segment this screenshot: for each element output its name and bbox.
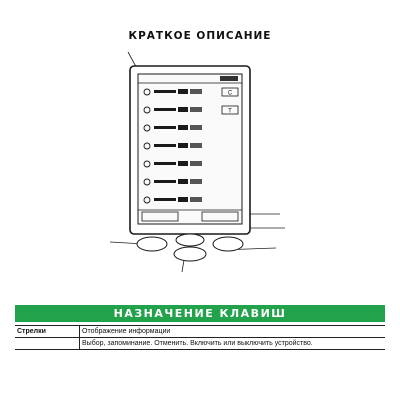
section-heading: КРАТКОЕ ОПИСАНИЕ [128,30,272,42]
device-diagram [90,44,310,294]
row-3-bar-c [190,125,202,130]
row-6-bar-a [154,180,176,183]
row-3-bar-a [154,126,176,129]
table-row [15,326,385,338]
key-left [137,237,167,251]
keypad [137,234,243,261]
action-cell: Выбор, запоминание. Отменить. Включить или выключить устройство. [80,338,386,350]
row-6-bar-b [178,179,188,184]
row-7-bar-a [154,198,176,201]
row-1-bar-b [178,89,188,94]
row-4-bar-c [190,143,202,148]
screen-status-bar [220,76,238,81]
row-1-right-label: С [227,90,233,97]
row-5-bar-b [178,161,188,166]
row-1-bar-a [154,90,176,93]
key-assignment-table [15,325,385,350]
action-cell: Отображение информации [80,326,386,338]
row-5-bar-c [190,161,202,166]
row-2-bar-c [190,107,202,112]
row-6-bar-c [190,179,202,184]
row-3-bar-b [178,125,188,130]
row-2-bar-a [154,108,176,111]
key-center-up [176,234,204,246]
keys-heading-band: НАЗНАЧЕНИЕ КЛАВИШ [15,305,385,322]
key-center-down [174,247,206,261]
row-1-bar-c [190,89,202,94]
key-cell: Стрелки [15,326,80,338]
row-4-bar-a [154,144,176,147]
row-7-bar-c [190,197,202,202]
row-4-bar-b [178,143,188,148]
row-2-bar-b [178,107,188,112]
row-2-right-label: Т [228,108,232,115]
key-right [213,237,243,251]
row-5-bar-a [154,162,176,165]
row-7-bar-b [178,197,188,202]
key-cell [15,338,80,350]
table-row [15,338,385,350]
